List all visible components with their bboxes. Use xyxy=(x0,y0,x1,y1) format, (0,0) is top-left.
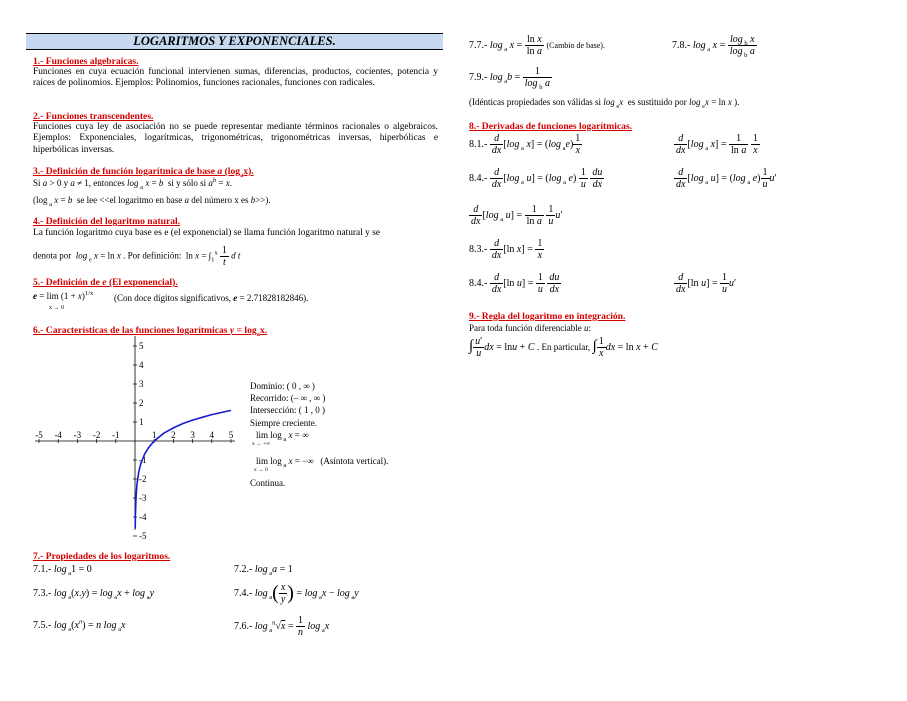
y-tick-label: 1 xyxy=(139,417,144,427)
x-tick-label: 2 xyxy=(171,430,176,440)
prop-7-7: 7.7.- log $_a$ x = $\frac{\text{ln x}}{\text{ln a}}$ (Cambio de base). xyxy=(469,34,605,57)
section-6-heading: 6.- Características de las funciones logarítmicas $y = \log_ax$. xyxy=(33,325,268,338)
prop-limit-zero-sub: x → 0 xyxy=(254,467,268,473)
prop-7-2: 7.2.- log $_a$a = 1 xyxy=(234,564,293,577)
y-tick-label: 4 xyxy=(139,360,144,370)
x-tick-label: 5 xyxy=(228,430,234,440)
deriv-8-3: 8.3.- $\frac{d}{dx}$ [ln x] = $\frac{1}{x}$ xyxy=(469,238,543,261)
section-2-text: Funciones cuya ley de asociación no se puede representar mediante términos racionales o algebraicos. Ejemplos: Exponenciales, logarítmicas, trigonométricas, trigonométricas inversas, hiperbólicas e hiperbólicas inversas. xyxy=(33,122,438,155)
prop-range: Recorrido: (– ∞ , ∞ ) xyxy=(250,393,326,404)
prop-7-5: 7.5.- $\log _a(x^n) = n$ log $_a$x xyxy=(33,618,126,633)
prop-7-6: 7.6.- log $_a^n$√x = $\frac{1}{n}$ log $_a$x xyxy=(234,615,330,638)
prop-increasing: Siempre creciente. xyxy=(250,417,317,428)
section-4-heading: 4.- Definición del logaritmo natural. xyxy=(33,216,181,227)
section-3-heading: 3.- Definición de función logarítmica de base a $(\log_ax)$. xyxy=(33,166,254,179)
section-5-note: (Con doce dígitos significativos, e = 2.71828182846). xyxy=(114,293,309,303)
x-tick-label: -1 xyxy=(112,430,120,440)
deriv-8-7: $\frac{d}{dx}$ [ln u] = $\frac{1}{u}$ u′ xyxy=(676,272,737,295)
section-3-line1: Si a > 0 y a ≠ 1, entonces log $_a$ x = b si y sólo si $a^b = x$. xyxy=(33,177,232,191)
x-tick-label: -4 xyxy=(54,430,62,440)
deriv-8-4b: 8.4.- $\frac{d}{dx}$ [ln u] = $\frac{1}{u}$ $\frac{du}{dx}$ xyxy=(469,272,560,295)
section-4-text: La función logaritmo cuya base es e (el exponencial) se llama función logaritmo natural y se xyxy=(33,228,381,238)
y-tick-label: -4 xyxy=(139,512,147,522)
prop-intersection: Intersección: ( 1 , 0 ) xyxy=(250,405,325,416)
y-tick-label: 3 xyxy=(139,379,144,389)
x-tick-label: -2 xyxy=(92,430,101,440)
deriv-8-5: $\frac{d}{dx}$ [log $_a$ u] = (log $_a$ e) $\frac{1}{u}$ u′ xyxy=(676,167,777,190)
deriv-8-4: 8.4.- $\frac{d}{dx}$ [log $_a$ u] = (log $_a$ e) $\frac{1}{u}$ $\frac{du}{dx}$ xyxy=(469,167,603,190)
section-5-formula: $e = \lim (1 + x)^{1/x}$ xyxy=(33,290,94,301)
page-title: LOGARITMOS Y EXPONENCIALES. xyxy=(26,33,443,50)
section-4-line2: denota por log $_e$ x = ln x . Por definición: $\ln x = \int_1^x$ $\frac{1}{t}$ d t xyxy=(33,245,241,268)
right-note: (Idénticas propiedades son válidas si log $_e$x es sustituido por log $_e$x = ln x ). xyxy=(469,97,740,110)
x-tick-label: -5 xyxy=(35,430,43,440)
y-tick-label: -1 xyxy=(139,455,147,465)
prop-7-1: 7.1.- log $_a$1 = 0 xyxy=(33,564,92,577)
deriv-8-1: 8.1.- $\frac{d}{dx}$ [log $_a$ x] = (log $_a$e) $\frac{1}{x}$ xyxy=(469,133,581,156)
x-tick-label: 4 xyxy=(209,430,215,440)
section-1-text: Funciones en cuya ecuación funcional intervienen sumas, diferencias, productos, cocientes, potencia y raíces de polinomios. Ejemplos: Polinomios, funciones racionales, funciones con radicales. xyxy=(33,67,438,89)
prop-limit-inf-sub: x → +∞ xyxy=(252,441,271,447)
section-8-heading: 8.- Derivadas de funciones logarítmicas. xyxy=(469,121,633,132)
log-curve xyxy=(135,410,231,528)
x-tick-label: 3 xyxy=(190,430,195,440)
deriv-8-6: $\frac{d}{dx}$ [log $_a$ u] = $\frac{1}{\text{ln a}}$ $\frac{1}{u}$ u′ xyxy=(471,204,563,227)
section-9-heading: 9.- Regla del logaritmo en integración. xyxy=(469,311,626,322)
y-tick-label: -3 xyxy=(139,493,147,503)
section-5-limit-sub: x → 0 xyxy=(49,305,64,311)
section-7-heading: 7.- Propiedades de los logaritmos. xyxy=(33,551,171,562)
prop-continuous: Continua. xyxy=(250,478,286,488)
section-5-heading: 5.- Definición de e (El exponencial). xyxy=(33,277,178,288)
y-tick-label: -2 xyxy=(139,474,147,484)
prop-7-8: 7.8.- log $_a$ x = $\frac{\log _b x}{\log _b a}$ xyxy=(672,34,755,59)
section-9-intro: Para toda función diferenciable u: xyxy=(469,323,591,333)
section-1-heading: 1.- Funciones algebraicas. xyxy=(33,56,139,67)
prop-limit-inf: lim log $_a$ x = ∞ xyxy=(256,430,309,443)
section-2-heading: 2.- Funciones transcendentes. xyxy=(33,111,154,122)
y-tick-label: -5 xyxy=(139,531,147,541)
prop-7-4: 7.4.- log $_a$( $\frac{x}{y}$ ) = log $_a$x − log $_a$y xyxy=(234,582,359,605)
section-3-line2: (log $_a$ x = b se lee <<el logaritmo en base a del número x es b>>). xyxy=(33,195,271,208)
prop-7-9: 7.9.- log $_a$b = $\frac{1}{\log _b a}$ xyxy=(469,66,550,91)
y-tick-label: 2 xyxy=(139,398,144,408)
x-tick-label: 1 xyxy=(151,430,157,440)
x-tick-label: -3 xyxy=(73,430,82,440)
integral-rule: ∫ $\frac{u'}{u}$ dx = lnu + C . En particular, ∫ $\frac{1}{x}$ dx = ln x + C xyxy=(469,336,658,359)
prop-domain: Dominio: ( 0 , ∞ ) xyxy=(250,381,315,391)
deriv-8-2: $\frac{d}{dx}$ [log $_a$ x] = $\frac{1}{\text{ln a}}$ $\frac{1}{x}$ xyxy=(676,133,758,156)
y-tick-label: 5 xyxy=(139,341,144,351)
graph-properties xyxy=(250,380,325,429)
prop-limit-zero: lim log $_a$ x = −∞ (Asíntota vertical). xyxy=(256,456,389,469)
prop-7-3: 7.3.- log $_a$(x.y) = log $_a$x + log $_a$y xyxy=(33,588,155,601)
log-graph xyxy=(33,334,243,541)
